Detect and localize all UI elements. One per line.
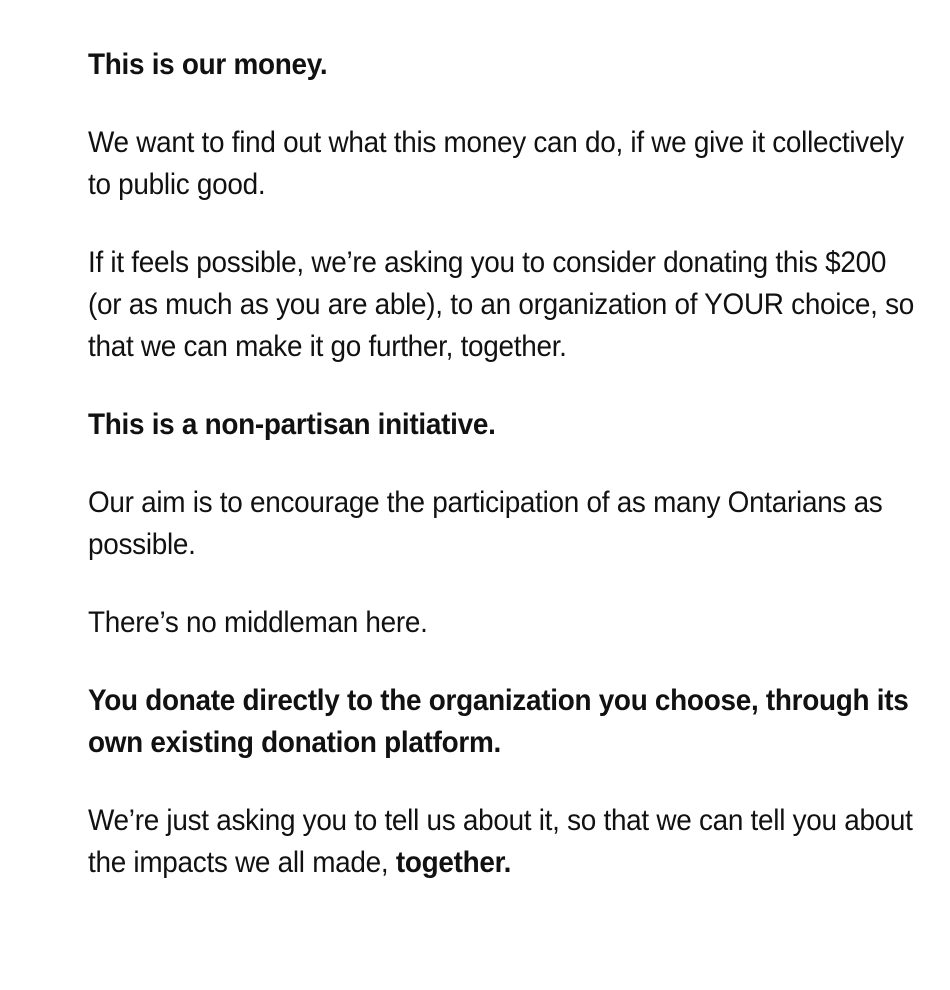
- paragraph-no-middleman: There’s no middleman here.: [88, 606, 428, 639]
- closing-text: We’re just asking you to tell us about it, so that we can tell you about the impacts we all made,: [88, 804, 913, 879]
- paragraph-find-out: We want to find out what this money can do, if we give it collectively to public good.: [88, 126, 904, 201]
- paragraph-donation-ask: If it feels possible, we’re asking you to consider donating this $200 (or as much as you are able), to an organization of YOUR choice, so that we can make it go further, together.: [88, 246, 914, 363]
- paragraph-donate-directly: You donate directly to the organization you choose, through its own existing donation platform.: [88, 684, 909, 759]
- paragraph-aim: Our aim is to encourage the participation of as many Ontarians as possible.: [88, 486, 883, 561]
- heading-our-money: This is our money.: [88, 48, 328, 81]
- paragraph-closing: [88, 800, 918, 884]
- page-content: [88, 44, 918, 920]
- heading-non-partisan: This is a non-partisan initiative.: [88, 408, 496, 441]
- closing-bold-tail: together.: [395, 846, 512, 879]
